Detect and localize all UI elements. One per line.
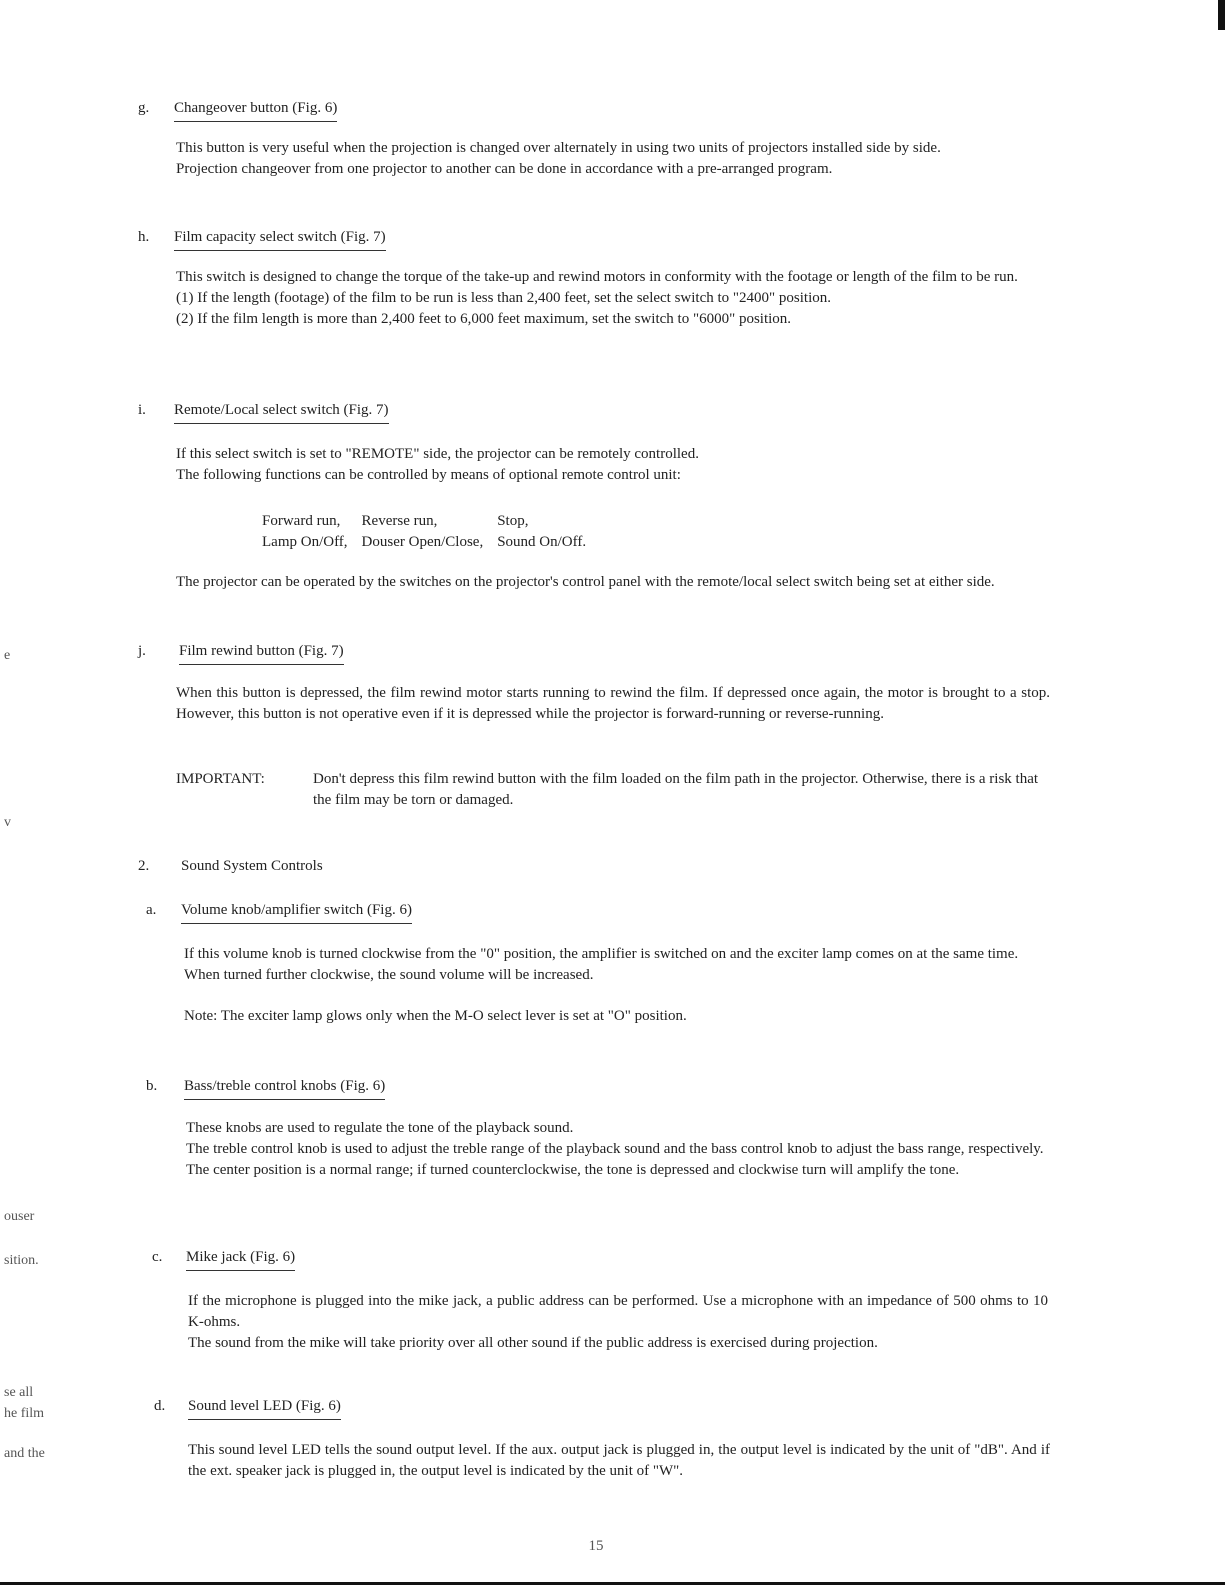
table-row [262,511,600,532]
section-body [188,1291,1048,1354]
margin-fragment: v [4,815,11,830]
table-cell: Lamp On/Off, [262,534,348,550]
paragraph: When turned further clockwise, the sound volume will be increased. [184,967,594,983]
section-heading: Film capacity select switch (Fig. 7) [174,227,386,251]
paragraph: These knobs are used to regulate the tone of the playback sound. [186,1120,574,1136]
list-item: (2) If the film length is more than 2,400 feet to 6,000 feet maximum, set the switch to "6000" position. [176,311,792,327]
table-cell: Stop, [497,513,529,529]
paragraph: When this button is depressed, the film rewind motor starts running to rewind the film. If depressed once again, the motor is brought to a stop. However, this button is not operative even if it is depressed while the projector is forward-running or reverse-running. [176,685,1050,722]
section-letter: j. [138,643,146,659]
section-heading: Bass/treble control knobs (Fig. 6) [184,1076,385,1100]
section-letter: c. [152,1249,163,1265]
section-heading: Sound level LED (Fig. 6) [188,1396,341,1420]
important-label: IMPORTANT: [176,771,265,787]
table-cell: Reverse run, [361,513,438,529]
paragraph: This switch is designed to change the torque of the take-up and rewind motors in conformity with the footage or length of the film to be run. [176,269,1018,285]
paragraph: The center position is a normal range; if turned counterclockwise, the tone is depressed and clockwise turn will amplify the tone. [186,1162,960,1178]
section-letter: a. [146,902,157,918]
margin-fragment: e [4,648,11,663]
section-heading: Sound System Controls [181,858,323,874]
section-letter: g. [138,100,150,116]
section-heading: Remote/Local select switch (Fig. 7) [174,400,389,424]
section-letter: b. [146,1078,158,1094]
page-number: 15 [588,1538,604,1554]
remote-functions-table [262,511,600,553]
section-letter: d. [154,1398,166,1414]
section-body [184,944,1046,1027]
list-item: (1) If the length (footage) of the film to be run is less than 2,400 feet, set the select switch to "2400" position. [176,290,832,306]
paragraph: Projection changeover from one projector to another can be done in accordance with a pre-arranged program. [176,161,833,177]
section-body [188,1440,1050,1482]
margin-fragment: he film [4,1406,45,1421]
paragraph: The treble control knob is used to adjust the treble range of the playback sound and the bass control knob to adjust the bass range, respectively. [186,1141,1044,1157]
section-body [176,138,1050,180]
section-number: 2. [138,858,150,874]
paragraph: The sound from the mike will take priority over all other sound if the public address is exercised during projection. [188,1335,878,1351]
section-heading: Mike jack (Fig. 6) [186,1247,295,1271]
important-text: Don't depress this film rewind button with the film loaded on the film path in the projector. Otherwise, there is a risk that the film may be torn or damaged. [313,771,1039,808]
margin-fragment: and the [4,1446,45,1461]
margin-fragment: ouser [4,1209,35,1224]
note: Note: The exciter lamp glows only when the M-O select lever is set at "O" position. [184,1008,687,1024]
table-row [262,532,600,553]
paragraph: If the microphone is plugged into the mike jack, a public address can be performed. Use a microphone with an impedance of 500 ohms to 10 K-ohms. [188,1293,1048,1330]
table-cell: Forward run, [262,513,341,529]
margin-fragment: se all [4,1385,34,1400]
paragraph: If this volume knob is turned clockwise from the "0" position, the amplifier is switched on and the exciter lamp comes on at the same time. [184,946,1019,962]
section-letter: i. [138,402,146,418]
section-heading: Changeover button (Fig. 6) [174,98,337,122]
paragraph: This button is very useful when the projection is changed over alternately in using two units of projectors installed side by side. [176,140,941,156]
section-body [176,572,1050,593]
margin-fragment: sition. [4,1253,39,1268]
section-body [176,683,1050,725]
section-body [176,267,1050,330]
table-cell: Sound On/Off. [497,534,587,550]
scan-corner-mark [1218,0,1225,30]
paragraph: This sound level LED tells the sound output level. If the aux. output jack is plugged in, the output level is indicated by the unit of "dB". And if the ext. speaker jack is plugged in, the output level is indicated by the unit of "W". [188,1442,1050,1479]
paragraph: The following functions can be controlled by means of optional remote control unit: [176,467,681,483]
section-heading: Film rewind button (Fig. 7) [179,641,344,665]
section-body [176,444,1050,486]
paragraph: The projector can be operated by the switches on the projector's control panel with the remote/local select switch being set at either side. [176,574,995,590]
section-heading: Volume knob/amplifier switch (Fig. 6) [181,900,412,924]
paragraph: If this select switch is set to "REMOTE" side, the projector can be remotely controlled. [176,446,699,462]
section-body [186,1118,1048,1181]
table-cell: Douser Open/Close, [361,534,484,550]
section-letter: h. [138,229,150,245]
